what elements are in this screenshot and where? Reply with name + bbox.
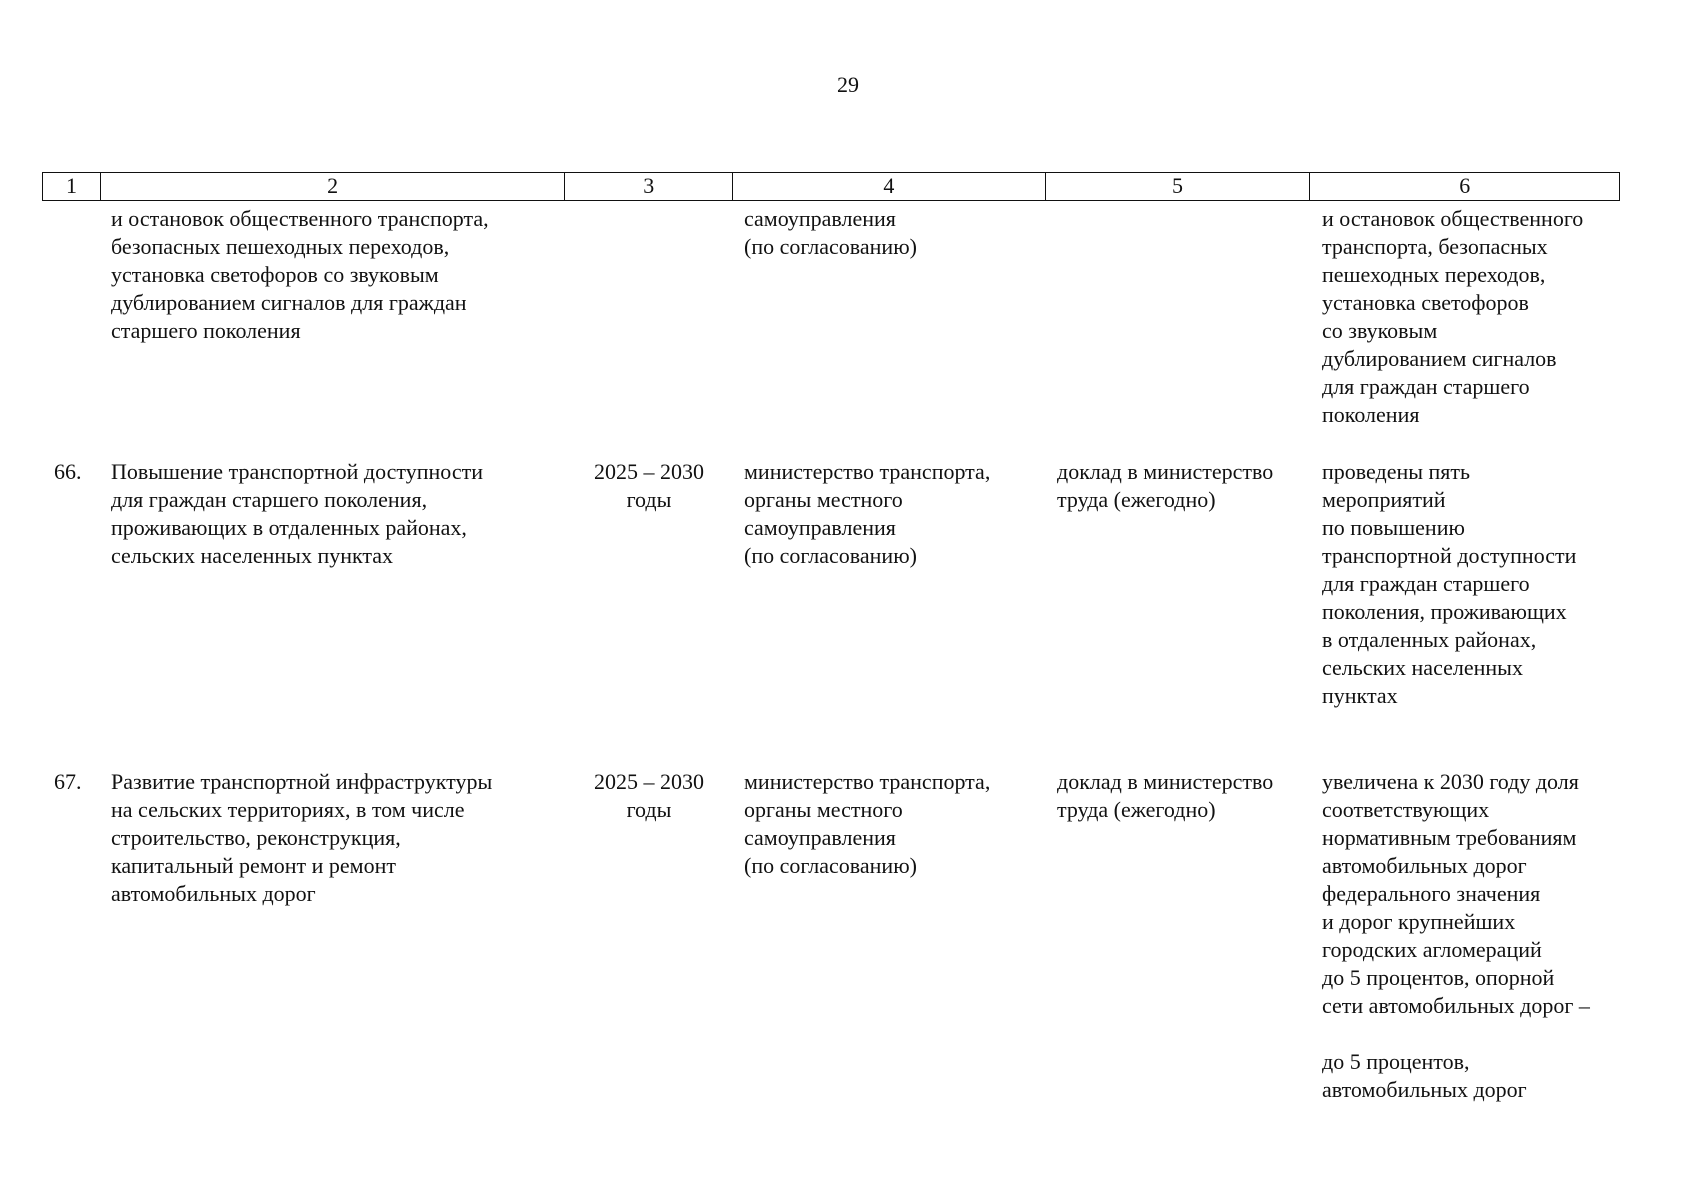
column-header-3: 3: [565, 173, 733, 200]
column-header-6: 6: [1459, 173, 1471, 198]
report-cell: доклад в министерство труда (ежегодно): [1057, 769, 1274, 822]
result-cell: и остановок общественного транспорта, безопасных пешеходных переходов, установка светофоров со звуковым дублированием сигналов для граждан старшего поколения: [1322, 206, 1584, 427]
report-cell: доклад в министерство труда (ежегодно): [1057, 459, 1274, 512]
table-row: [42, 768, 1620, 1104]
row-number: 67.: [54, 769, 82, 794]
table-row: [42, 458, 1620, 710]
event-cell: Повышение транспортной доступности для граждан старшего поколения, проживающих в отдаленных районах, сельских населенных пунктах: [111, 459, 483, 568]
table-header: [42, 172, 1620, 201]
result-cell: проведены пять мероприятий по повышению транспортной доступности для граждан старшего поколения, проживающих в отдаленных районах, сельских населенных пунктах: [1322, 459, 1577, 708]
column-header-4: 4: [733, 173, 1046, 200]
event-cell: и остановок общественного транспорта, безопасных пешеходных переходов, установка светофоров со звуковым дублированием сигналов для граждан старшего поколения: [111, 206, 489, 343]
table-row: [42, 205, 1620, 429]
period-cell: [565, 205, 733, 429]
column-header-2: 2: [101, 173, 565, 200]
period-cell: 2025 – 2030 годы: [594, 459, 704, 512]
row-number: [42, 205, 100, 429]
executors-cell: министерство транспорта, органы местного самоуправления (по согласованию): [744, 459, 991, 568]
row-number: 66.: [54, 459, 82, 484]
page-number: 29: [837, 72, 859, 97]
column-header-5: 5: [1046, 173, 1311, 200]
result-cell: увеличена к 2030 году доля соответствующих нормативным требованиям автомобильных дорог федерального значения и дорог крупнейших городских агломераций до 5 процентов, опорной сети автомобильных дорог – до 5 процентов, автомобильных дорог: [1322, 769, 1590, 1102]
executors-cell: министерство транспорта, органы местного самоуправления (по согласованию): [744, 769, 991, 878]
executors-cell: самоуправления (по согласованию): [744, 206, 917, 259]
report-cell: [1046, 205, 1311, 429]
period-cell: 2025 – 2030 годы: [594, 769, 704, 822]
column-header-1: 1: [43, 173, 101, 200]
event-cell: Развитие транспортной инфраструктуры на сельских территориях, в том числе строительство, реконструкция, капитальный ремонт и ремонт автомобильных дорог: [111, 769, 493, 906]
